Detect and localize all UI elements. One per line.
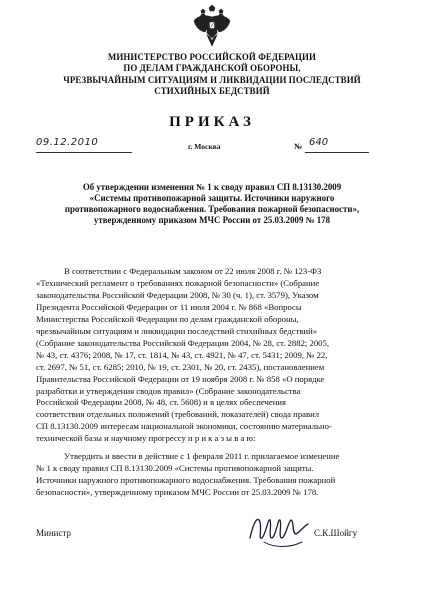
body-line: «Технический регламент о требованиях пожарной безопасности» (Собрание: [36, 277, 320, 288]
decree-line: Источники наружного противопожарного водоснабжения. Требования пожарной: [36, 474, 336, 485]
date-field: [36, 137, 132, 153]
decree-line: Утвердить и ввести в действие с 1 февраля 2011 г. прилагаемое изменение: [64, 451, 340, 461]
subject-line: утвержденному приказом МЧС России от 25.03.2009 № 178: [93, 214, 331, 225]
body-line: Российской Федерации 2008, № 48, ст. 5608) и в целях обеспечения: [36, 397, 287, 408]
order-number: 640: [309, 137, 329, 148]
body-line: законодательства Российской Федерации 2008, № 30 (ч. 1), ст. 3579), Указом: [36, 289, 319, 300]
ministry-line: МИНИСТЕРСТВО РОССИЙСКОЙ ФЕДЕРАЦИИ: [107, 52, 317, 62]
body-line: ст. 2697, № 51, ст. 6285; 2010, № 19, ст. 2301, № 20, ст. 2435), постановлением: [36, 361, 325, 372]
subject-line: «Системы противопожарной защиты. Источники наружного: [89, 192, 335, 203]
subject-line: Об утверждении изменения № 1 к своду правил СП 8.13130.2009: [82, 182, 342, 192]
order-date: 09.12.2010: [36, 137, 99, 148]
order-subject: [0, 182, 424, 226]
decree-line: безопасности», утвержденному приказом МЧС России от 25.03.2009 № 178.: [36, 486, 319, 497]
signer-title: Министр: [36, 528, 71, 538]
body-line: разработки и утверждения сводов правил» (Собрание законодательства: [36, 385, 301, 396]
body-line: технической базы и научному прогрессу п р и к а з ы в а ю:: [36, 433, 256, 444]
body-line: В соответствии с Федеральным законом от 22 июля 2008 г. № 123-ФЗ: [64, 266, 322, 276]
coat-of-arms-icon: [192, 5, 232, 47]
order-title: ПРИКАЗ: [169, 114, 255, 130]
ministry-line: СТИХИЙНЫХ БЕДСТВИЙ: [154, 86, 270, 97]
body-line: Правительства Российской Федерации от 19 ноября 2008 г. № 858 «О порядке: [36, 373, 325, 384]
order-body: [36, 266, 388, 445]
signer-name: С.К.Шойгу: [314, 528, 358, 538]
ministry-line: ЧРЕЗВЫЧАЙНЫМ СИТУАЦИЯМ И ЛИКВИДАЦИИ ПОСЛЕДСТВИЙ: [63, 74, 361, 85]
subject-line: противопожарного водоснабжения. Требования пожарной безопасности»,: [64, 203, 360, 214]
body-line: чрезвычайным ситуациям и ликвидации последствий стихийных бедствий»: [36, 325, 318, 336]
body-line: № 43, ст. 4376; 2008, № 17, ст. 1814, № 43, ст. 4921, № 47, ст. 5431; 2009, № 22,: [36, 349, 328, 360]
ministry-name: [0, 52, 424, 98]
body-line: (Собрание законодательства Российской Федерации 2004, № 28, ст. 2882; 2005,: [36, 337, 330, 348]
body-line: Президента Российской Федерации от 11 июля 2004 г. № 868 «Вопросы: [36, 301, 302, 312]
body-line: СП 8.13130.2009 интересам национальной экономики, состоянию материально-: [36, 421, 332, 432]
order-city: г. Москва: [188, 142, 221, 151]
decree-line: № 1 к своду правил СП 8.13130.2009 «Системы противопожарной защиты.: [36, 462, 314, 473]
order-decree: [36, 451, 388, 499]
order-meta: [0, 137, 424, 158]
body-line: Министерства Российской Федерации по делам гражданской обороны,: [36, 313, 299, 324]
ministry-line: ПО ДЕЛАМ ГРАЖДАНСКОЙ ОБОРОНЫ,: [123, 63, 301, 74]
body-line: соответствия отдельных положений (требований, показателей) свода правил: [36, 409, 320, 420]
signature-block: [0, 508, 424, 568]
number-field: [305, 137, 369, 153]
handwritten-signature-icon: [244, 508, 314, 552]
order-number-label: №: [294, 142, 303, 151]
